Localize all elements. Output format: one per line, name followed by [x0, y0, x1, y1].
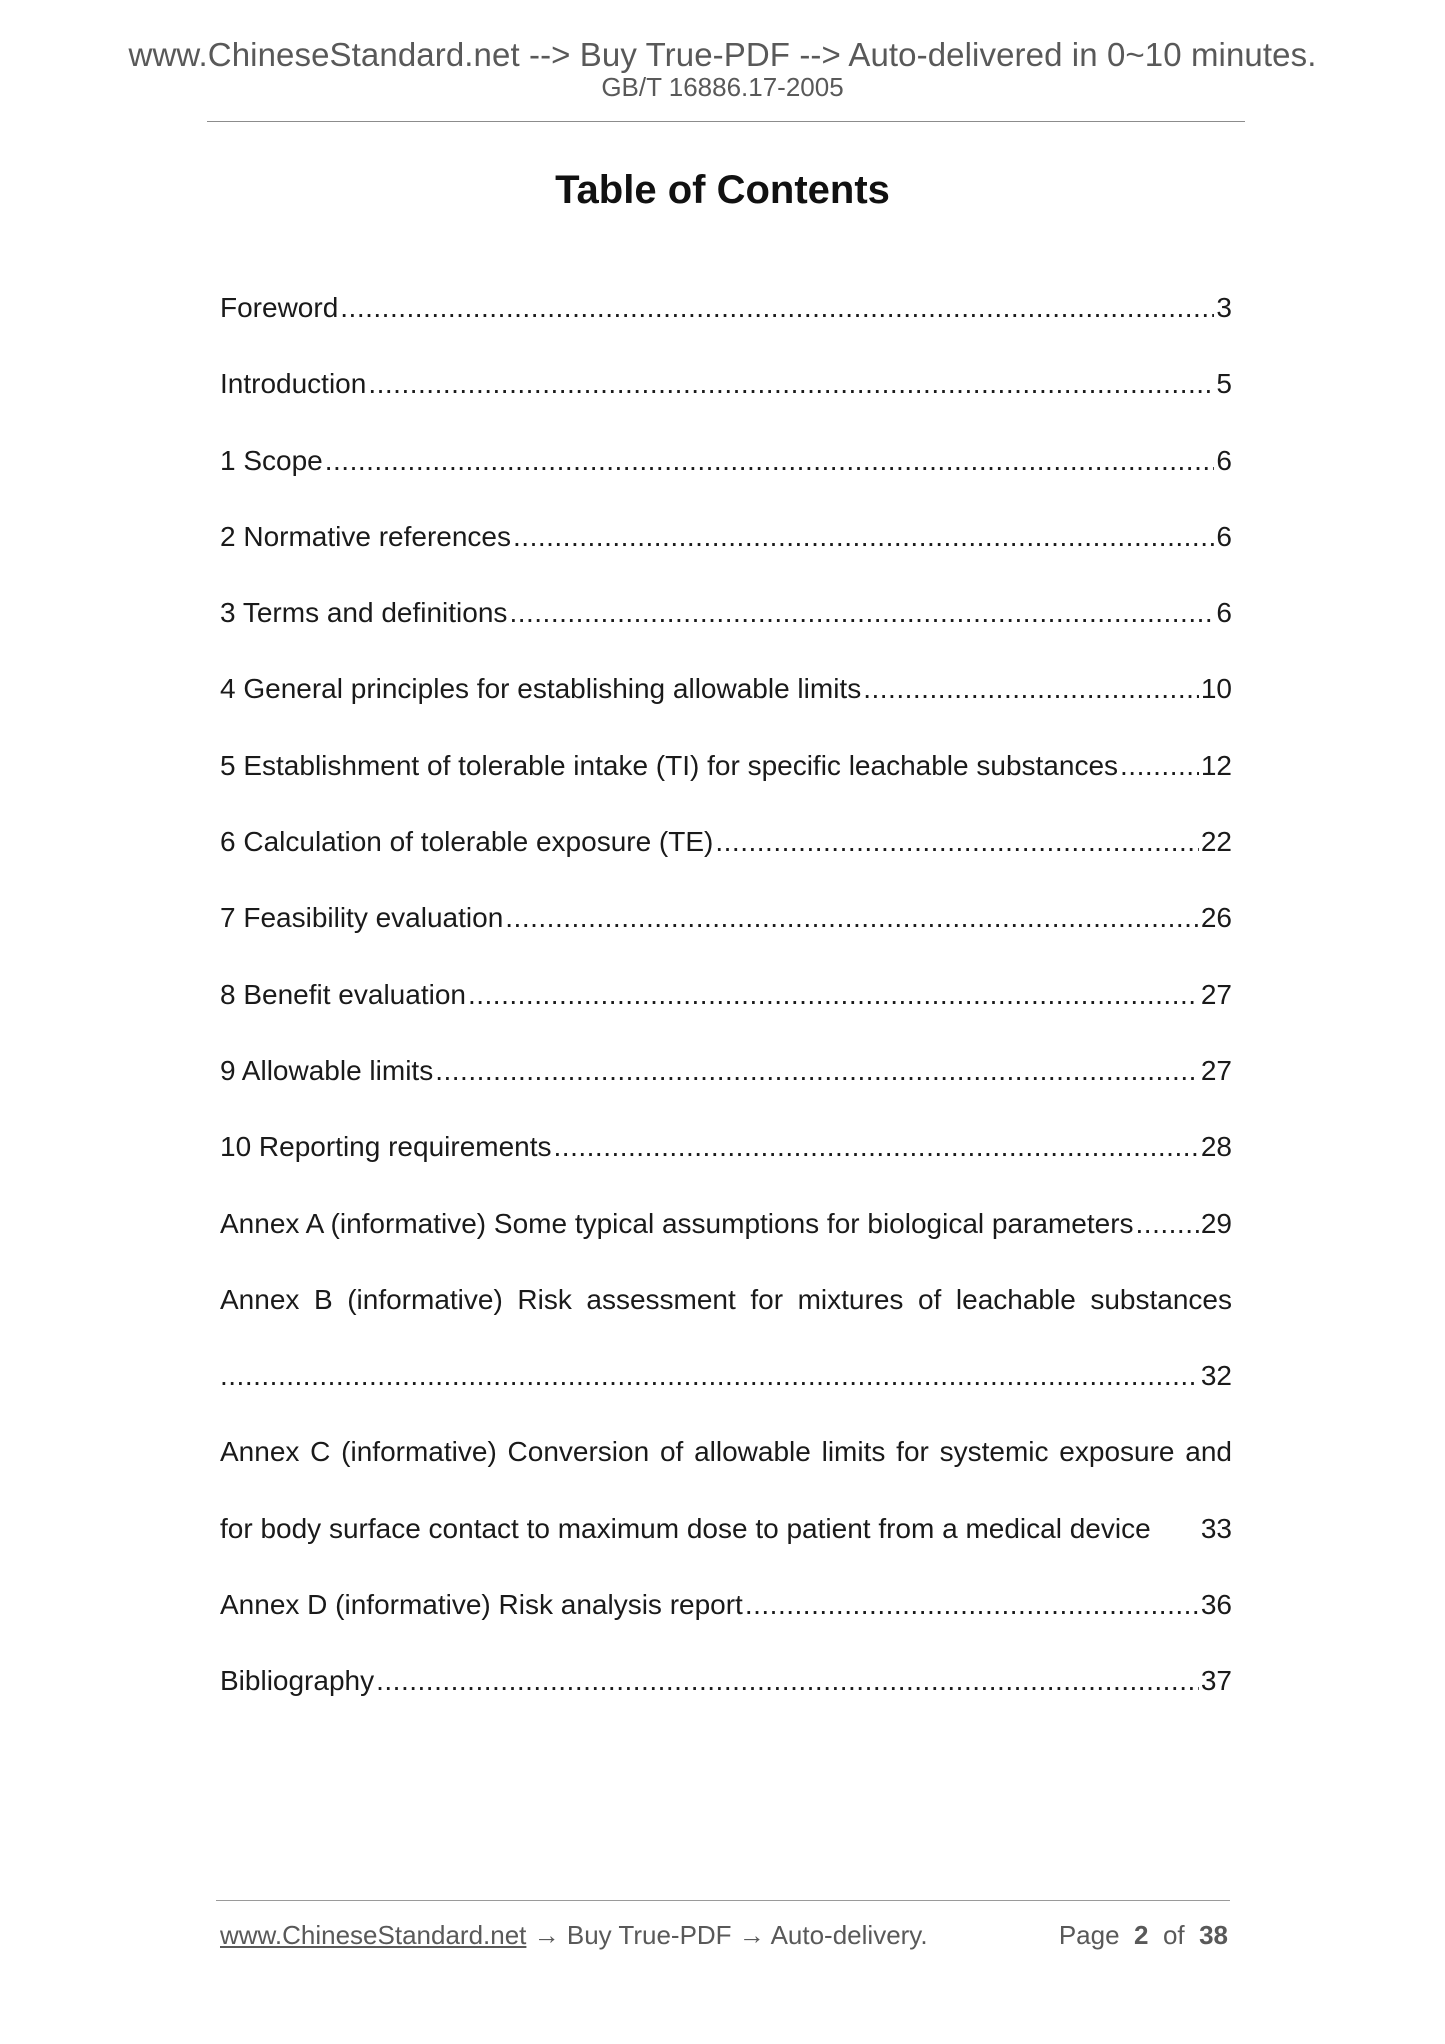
toc-entry-label: 5 Establishment of tolerable intake (TI) for specific leachable substances [220, 749, 1119, 781]
toc-entry-introduction[interactable] [220, 364, 1232, 440]
toc-entry-label: Annex D (informative) Risk analysis report [220, 1589, 743, 1621]
toc-entry-general-principles[interactable] [220, 669, 1232, 745]
toc-leader-dots [505, 898, 1199, 938]
toc-leader-dots [554, 1127, 1199, 1167]
toc-entry-page: 29 [1200, 1207, 1232, 1239]
current-page: 2 [1134, 1920, 1149, 1950]
toc-entry-page: 5 [1216, 368, 1232, 400]
toc-leader-dots [220, 1356, 1199, 1396]
toc-entry-label: 4 General principles for establishing allowable limits [220, 673, 862, 705]
toc-leader-dots [745, 1585, 1199, 1625]
footer-divider [216, 1900, 1230, 1901]
toc-entry-label: 6 Calculation of tolerable exposure (TE) [220, 826, 714, 858]
toc-entry-label: for body surface contact to maximum dose to patient from a medical device [220, 1512, 1151, 1544]
toc-entry-feasibility-evaluation[interactable] [220, 898, 1232, 974]
toc-entry-annex-d[interactable] [220, 1585, 1232, 1661]
toc-entry-label: Introduction [220, 368, 367, 400]
toc-entry-label: 8 Benefit evaluation [220, 978, 466, 1010]
document-code: GB/T 16886.17-2005 [601, 72, 844, 102]
toc-leader-dots [715, 822, 1198, 862]
toc-entry-label: 10 Reporting requirements [220, 1131, 552, 1163]
toc-entry-page: 28 [1200, 1131, 1232, 1163]
toc-entry-foreword[interactable] [220, 288, 1232, 364]
toc-entry-page: 22 [1200, 826, 1232, 858]
toc-title: Table of Contents [555, 168, 890, 212]
toc-entry-page: 27 [1200, 1054, 1232, 1086]
toc-entry-normative-references[interactable] [220, 517, 1232, 593]
toc-leader-dots [340, 288, 1214, 328]
total-pages: 38 [1199, 1920, 1228, 1950]
toc-entry-page: 36 [1200, 1589, 1232, 1621]
header-banner: www.ChineseStandard.net --> Buy True-PDF --> Auto-delivered in 0~10 minutes. [128, 36, 1317, 73]
toc-entry-annex-c-continuation[interactable] [220, 1509, 1232, 1585]
toc-entry-page: 26 [1200, 902, 1232, 934]
toc-entry-scope[interactable] [220, 441, 1232, 517]
toc-entry-tolerable-exposure[interactable] [220, 822, 1232, 898]
toc-leader-dots [435, 1051, 1199, 1091]
toc-entry-page: 27 [1200, 978, 1232, 1010]
toc-entry-annex-b-continuation[interactable] [220, 1356, 1232, 1432]
toc-entry-annex-c[interactable] [220, 1432, 1232, 1508]
toc-entry-page: 32 [1200, 1360, 1232, 1392]
toc-leader-dots [513, 517, 1214, 557]
toc-leader-dots [509, 593, 1214, 633]
toc-entry-allowable-limits[interactable] [220, 1051, 1232, 1127]
toc-entry-page: 37 [1200, 1665, 1232, 1697]
toc-entry-page: 6 [1216, 520, 1232, 552]
toc-entry-page: 10 [1200, 673, 1232, 705]
toc-entry-label: 1 Scope [220, 444, 323, 476]
toc-entry-bibliography[interactable] [220, 1661, 1232, 1737]
toc-entry-page: 3 [1216, 292, 1232, 323]
toc-entry-label: Bibliography [220, 1665, 375, 1697]
toc-entry-page: 33 [1200, 1512, 1232, 1544]
page-word: Page [1058, 1920, 1120, 1950]
page-number [1059, 1920, 1228, 1951]
footer-tagline: → Buy True-PDF → Auto-delivery. [526, 1920, 928, 1950]
toc-leader-dots [1120, 746, 1199, 786]
toc-entry-label: 9 Allowable limits [220, 1054, 434, 1086]
toc-entry-label: 7 Feasibility evaluation [220, 902, 504, 934]
header-divider [207, 121, 1245, 122]
toc-leader-dots [325, 441, 1215, 481]
toc-leader-dots [863, 669, 1199, 709]
footer-website-link[interactable]: www.ChineseStandard.net [220, 1920, 527, 1950]
toc-entry-tolerable-intake[interactable] [220, 746, 1232, 822]
toc-entry-terms-definitions[interactable] [220, 593, 1232, 669]
footer-promo [220, 1920, 928, 1951]
toc-entry-label: 2 Normative references [220, 520, 512, 552]
toc-leader-dots [468, 975, 1199, 1015]
toc-entry-label: Annex A (informative) Some typical assumptions for biological parameters [220, 1207, 1134, 1239]
table-of-contents [220, 288, 1232, 1738]
toc-entry-page: 6 [1216, 597, 1232, 629]
toc-leader-dots [1136, 1204, 1199, 1244]
toc-entry-label: Foreword [220, 292, 339, 323]
toc-leader-dots [376, 1661, 1199, 1701]
toc-entry-annex-b[interactable] [220, 1280, 1232, 1356]
toc-entry-page: 12 [1200, 749, 1232, 781]
toc-entry-label: Annex B (informative) Risk assessment for mixtures of leachable substances [220, 1283, 1232, 1315]
toc-entry-label: Annex C (informative) Conversion of allowable limits for systemic exposure and [220, 1436, 1232, 1468]
of-word: of [1162, 1920, 1185, 1950]
toc-entry-label: 3 Terms and definitions [220, 597, 508, 629]
toc-leader-dots [368, 364, 1214, 404]
page-footer [220, 1920, 1232, 1960]
toc-entry-annex-a[interactable] [220, 1204, 1232, 1280]
toc-entry-benefit-evaluation[interactable] [220, 975, 1232, 1051]
toc-entry-page: 6 [1216, 444, 1232, 476]
toc-entry-reporting-requirements[interactable] [220, 1127, 1232, 1203]
